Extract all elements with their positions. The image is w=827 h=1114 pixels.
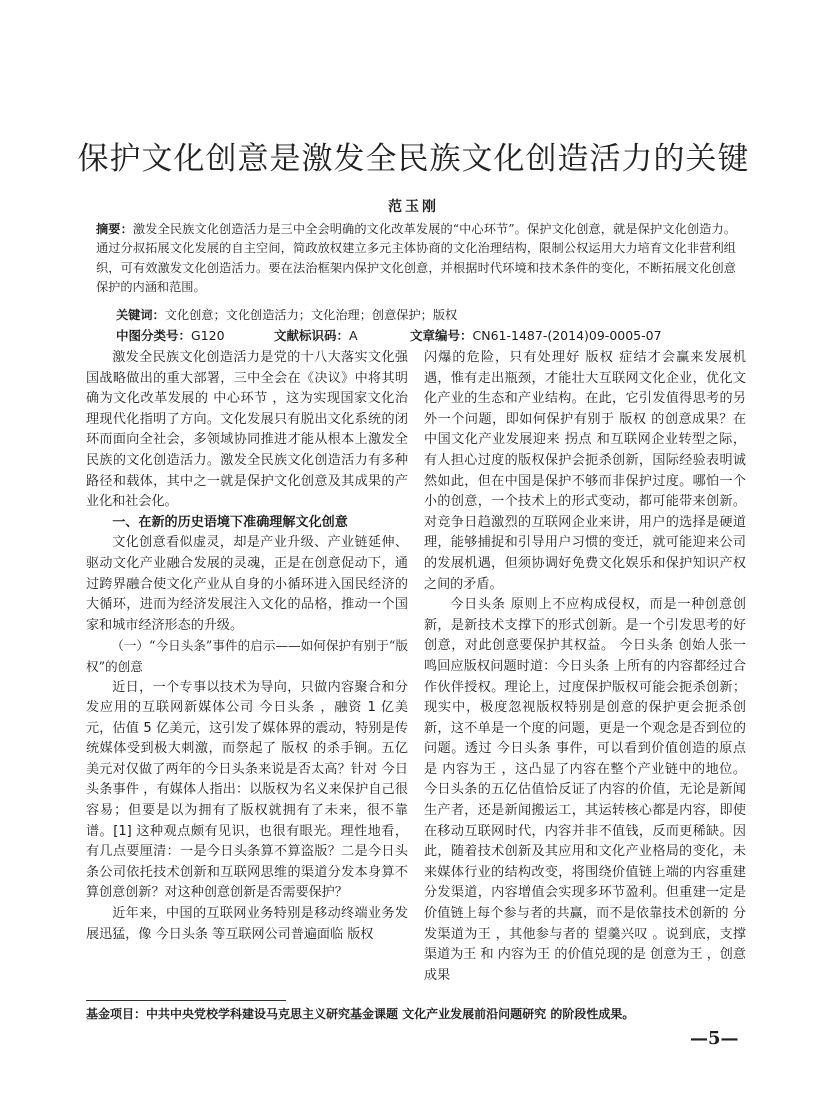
paragraph: 近日，一个专事以技术为导向，只做内容聚合和分发应用的互联网新媒体公司 今日头条 ，融资 1 亿美元，估值 5 亿美元，这引发了媒体界的震动，特别是传统媒体受到极大刺激，而祭起了 版权 的杀手锏。五亿美元对仅做了两年的今日头条来说是否太高？针对 今日头条事件 ，有媒体人指出：以版权为名义来保护自己很容易；但要是以为拥有了版权就拥有了未来，很不靠谱。[1] 这种观点颇有见识，也很有眼光。理性地看，有几点要厘清：一是今日头条算不算盗版？二是今日头条公司依托技术创新和互联网思维的渠道分发本身算不算创意创新？对这种创意创新是否需要保护？ [86,679,408,901]
article-number [410,326,662,344]
doc-value: A [349,328,358,343]
keywords [116,306,736,325]
paragraph: 激发全民族文化创造活力是党的十八大落实文化强国战略做出的重大部署，三中全会在《决议》中将其明确为文化改革发展的 中心环节 ，这为实现国家文化治理现代化指明了方向。文化发展只有脱出文化系统的闭环而面向全社会，多领域协同推进才能从根本上激发全民族的文化创造活力。激发全民族文化创造活力有多种路径和载体，其中之一就是保护文化创意及其成果的产业化和社会化。 [86,350,408,510]
abstract [96,220,736,298]
clc-value: G120 [191,328,225,343]
article-no-label: 文章编号： [410,328,473,343]
article-title: 保护文化创意是激发全民族文化创造活力的关键 [77,141,750,177]
footnote-divider [86,1000,286,1001]
paragraph: 今日头条 原则上不应构成侵权，而是一种创意创新，是新技术支撑下的形式创新。是一个引发思考的好创意，对此创意要保护其权益。 今日头条 创始人张一鸣回应版权问题时道：今日头条 上所有的内容都经过合作伙伴授权。理论上，过度保护版权可能会扼杀创新；现实中，极度忽视版权特别是创意的保护更会扼杀创新，这不单是一个度的问题，更是一个观念是否到位的问题。透过 今日头条 事件，可以看到价值创造的原点是 内容为王 ，这凸显了内容在整个产业链中的地位。今日头条的五亿估值恰反证了内容的价值，无论是新闻生产者，还是新闻搬运工，其运转核心都是内容，即使在移动互联网时代，内容并非不值钱，反而更稀缺。因此，随着技术创新及其应用和文化产业格局的变化，未来媒体行业的结构改变，将围绕价值链上端的内容重建分发渠道，内容增值会实现多环节盈利。但重建一定是价值链上每个参与者的共赢，而不是依靠技术创新的 分发渠道为王 ，其他参与者的 望羹兴叹 。说到底，支撑 渠道为王 和 内容为王 的价值兑现的是 创意为王 ，创意成果 [424,597,746,983]
subsection-heading: （一）“今日头条”事件的启示——如何保护有别于“版权”的创意 [86,638,408,674]
paragraph: 近年来，中国的互联网业务特别是移动终端业务发展迅猛，像 今日头条 等互联网公司普遍面临 版权 [86,906,408,942]
keywords-text: 文化创意；文化创造活力；文化治理；创意保护；版权 [164,308,458,322]
section-heading: 一、在新的历史语境下准确理解文化创意 [112,514,348,530]
article-no-value: CN61-1487-(2014)09-0005-07 [472,328,662,343]
keywords-label: 关键词： [116,308,165,322]
document-code [274,326,358,344]
author-name: 范玉刚 [388,199,439,215]
right-column [424,348,746,986]
paragraph: 文化创意看似虚灵，却是产业升级、产业链延伸、驱动文化产业融合发展的灵魂，正是在创意促动下，通过跨界融合使文化产业从自身的小循环进入国民经济的大循环，进而为经济发展注入文化的品格，推动一个国家和城市经济形态的升级。 [86,535,408,633]
clc-code [116,326,225,344]
abstract-text: 激发全民族文化创造活力是三中全会明确的文化改革发展的“中心环节”。保护文化创意，就是保护文化创造力。通过分叔拓展文化发展的自主空间，简政放权建立多元主体协商的文化治理结构，限制公权运用大力培育文化非营利组织，可有效激发文化创造活力。要在法治框架内保护文化创意，并根据时代环境和技术条件的变化，不断拓展文化创意保护的内涵和范围。 [96,222,737,295]
page-number: —5— [690,1028,739,1049]
footnote: 基金项目：中共中央党校学科建设马克思主义研究基金课题 文化产业发展前沿问题研究 的阶段性成果。 [86,1007,635,1021]
left-column [86,348,408,945]
doc-label: 文献标识码： [274,328,350,343]
abstract-label: 摘要： [96,222,133,236]
paragraph: 闪爆的危险，只有处理好 版权 症结才会赢来发展机遇，惟有走出瓶颈，才能壮大互联网文化企业，优化文化产业的生态和产业结构。在此，它引发值得思考的另外一个问题，即如何保护有别于 版权 的创意成果？在中国文化产业发展迎来 拐点 和互联网企业转型之际，有人担心过度的版权保护会扼杀创新，国际经验表明诚然如此，但在中国是保护不够而非保护过度。哪怕一个小的创意，一个技术上的形式变动，都可能带来创新。对竞争日趋激烈的互联网企业来讲，用户的选择是硬道理，能够捕捉和引导用户习惯的变迁，就可能迎来公司的发展机遇，但须协调好免费文化娱乐和保护知识产权之间的矛盾。 [424,350,746,592]
clc-label: 中图分类号： [116,328,192,343]
